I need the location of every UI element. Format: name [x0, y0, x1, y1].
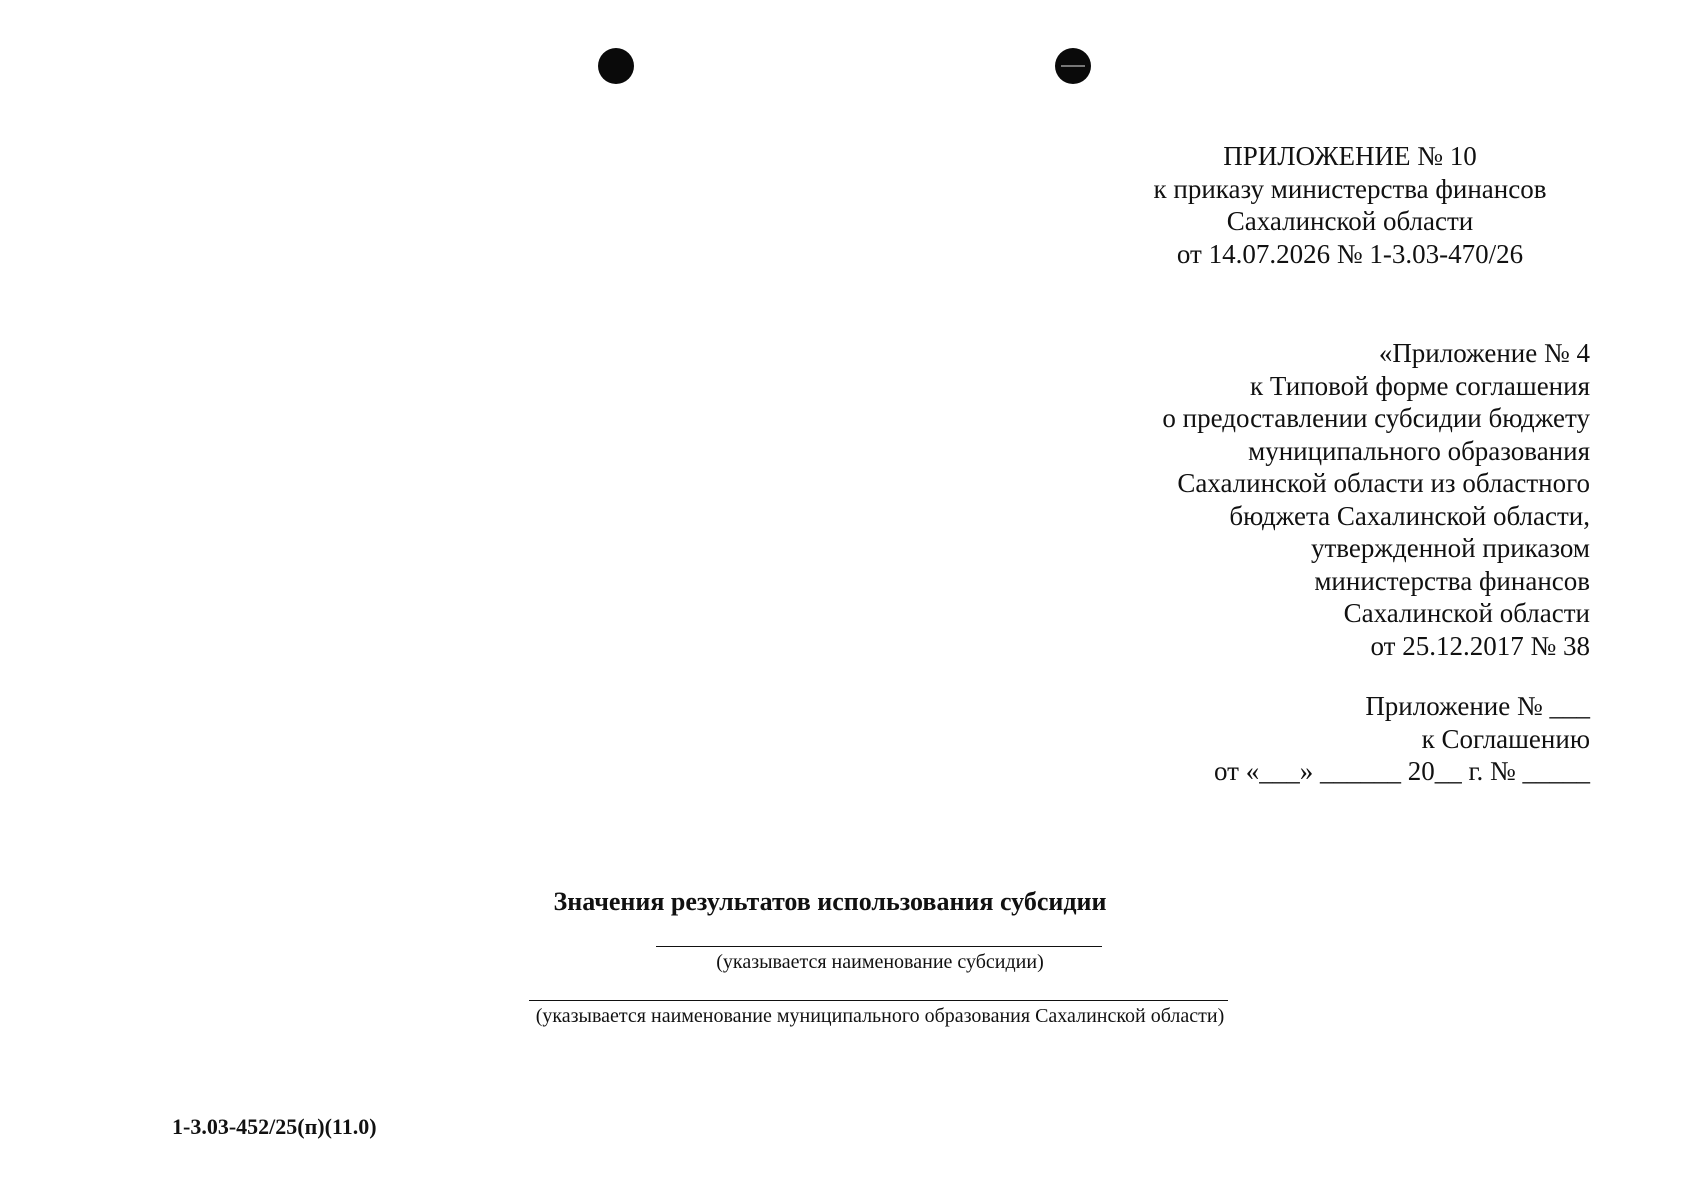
form-appendix-line: бюджета Сахалинской области, — [1229, 500, 1590, 531]
agreement-appendix-line: от «___» ______ 20__ г. № _____ — [1214, 756, 1590, 786]
punch-hole-left — [598, 48, 634, 84]
subsidy-name-caption: (указывается наименование субсидии) — [716, 951, 1044, 973]
document-code: 1-3.03-452/25(п)(11.0) — [172, 1114, 377, 1139]
form-appendix-line: Сахалинской области — [1343, 598, 1590, 628]
form-appendix-line: утвержденной приказом — [1310, 533, 1590, 563]
form-appendix-line: к Типовой форме соглашения — [1250, 370, 1590, 401]
municipality-name-caption: (указывается наименование муниципального образования Сахалинской области) — [535, 1005, 1225, 1027]
form-appendix-line: министерства финансов — [1314, 565, 1590, 596]
form-appendix-line: Сахалинской области из областного — [1177, 468, 1590, 498]
agreement-appendix-line: к Соглашению — [1421, 723, 1590, 754]
document-title: Значения результатов использования субсидии — [553, 887, 1107, 916]
agreement-appendix-line: Приложение № ___ — [1365, 691, 1590, 721]
order-appendix-block — [1110, 140, 1590, 270]
order-appendix-line: Сахалинской области — [1226, 206, 1474, 236]
order-appendix-line: ПРИЛОЖЕНИЕ № 10 — [1223, 141, 1477, 171]
form-appendix-line: от 25.12.2017 № 38 — [1370, 630, 1590, 661]
form-appendix-block — [1030, 337, 1590, 662]
order-appendix-line: от 14.07.2026 № 1-3.03-470/26 — [1176, 238, 1524, 269]
form-appendix-line: «Приложение № 4 — [1378, 338, 1590, 368]
form-appendix-line: о предоставлении субсидии бюджету — [1162, 403, 1590, 433]
order-appendix-line: к приказу министерства финансов — [1153, 173, 1547, 204]
agreement-appendix-block — [1030, 690, 1590, 788]
form-appendix-line: муниципального образования — [1248, 435, 1590, 466]
subsidy-name-line — [656, 946, 1102, 947]
punch-hole-right — [1055, 48, 1091, 84]
municipality-name-line — [529, 1000, 1228, 1001]
